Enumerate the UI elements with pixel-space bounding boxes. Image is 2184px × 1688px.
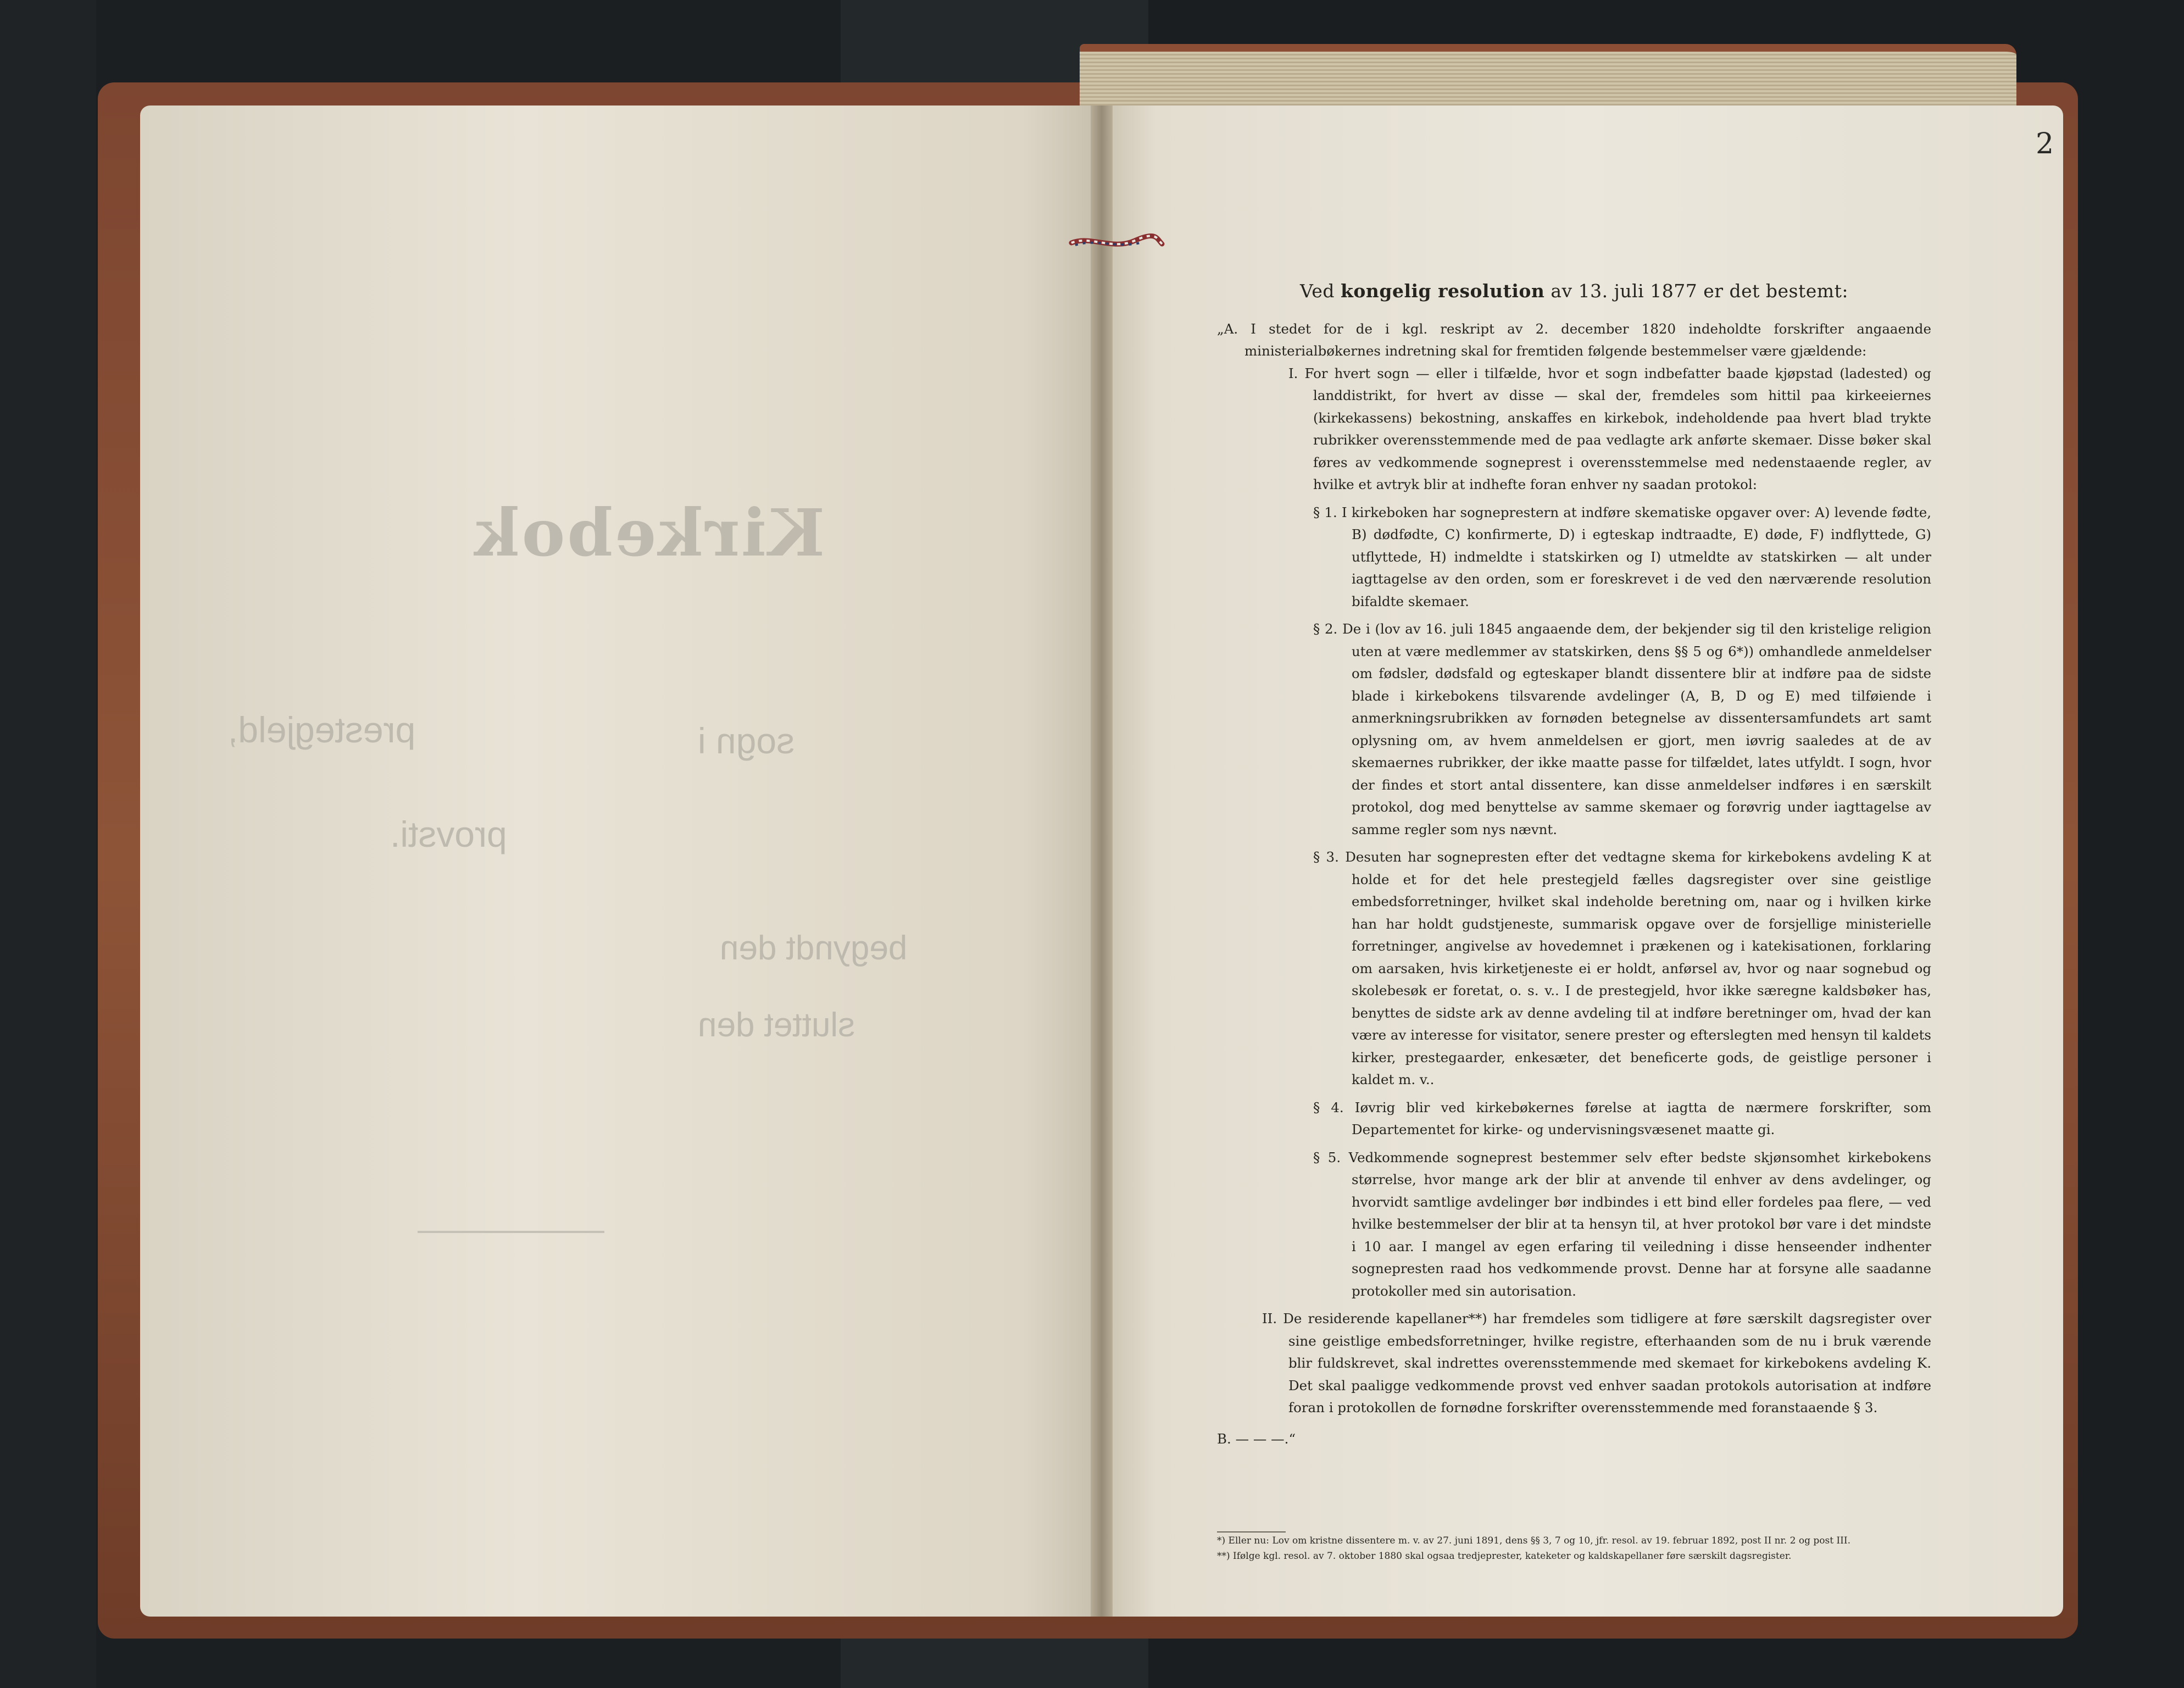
section-1: § 1. I kirkeboken har sogneprestern at indføre skematiske opgaver over: A) levende fødte, B) dødfødte, C) konfirmerte, D) i egteskap indtraadte, E) døde, F) indflyttede, G) utflyttede, H) indmeldte i statskirken og I) utmeldte av statskirken — alt under iagttagelse av den orden, som er foreskrevet i de ved den nærværende resolution bifaldte skemaer. xyxy=(1313,504,1931,609)
resolution-heading xyxy=(1217,280,1931,303)
binding-thread-icon xyxy=(1069,231,1165,253)
bleed-through-title: Kirkebok xyxy=(473,495,825,571)
footnote-1: *) Eller nu: Lov om kristne dissentere m. v. av 27. juni 1891, dens §§ 3, 7 og 10, jfr. resol. av 19. februar 1892, post II nr. 2 og post III. xyxy=(1217,1535,1850,1546)
bleed-through-rule xyxy=(418,1231,604,1233)
heading-prefix: Ved xyxy=(1300,280,1335,302)
bleed-through-provsti: provsti. xyxy=(390,814,507,854)
footnote-divider xyxy=(1217,1531,1286,1532)
heading-bold: kongelig resolution xyxy=(1341,280,1545,302)
bleed-through-sogn: sogn i xyxy=(698,720,795,761)
footnote-2: **) Ifølge kgl. resol. av 7. oktober 1880 skal ogsaa tredjeprester, kateketer og kaldskapellaner føre særskilt dagsregister. xyxy=(1217,1551,1792,1562)
paragraph-ii: II. De residerende kapellaner**) har fremdeles som tidligere at føre særskilt dagsregister over sine geistlige embedsforretninger, hvilke registre, efterhaanden som de nu i bruk værende blir fuldskrevet, skal indrettes overensstemmende med skemaet for kirkebokens avdeling K. Det skal paaligge vedkommende provst ved enhver saadan protokols autorisation at indføre foran i protokollen de fornødne forskrifter overensstemmende med foranstaaende § 3. xyxy=(1262,1311,1931,1415)
paragraph-i: I. For hvert sogn — eller i tilfælde, hvor et sogn indbefatter baade kjøpstad (ladested) og landdistrikt, for hvert av disse — skal der, fremdeles som hittil paa kirkeeiernes (kirkekassens) bekostning, anskaffes en kirkebok, indeholdende paa hvert blad trykte rubrikker overensstemmende med de paa vedlagte ark anførte skemaer. Disse bøker skal føres av vedkommende sogneprest i overensstemmelse med nedenstaaende regler, av hvilke et avtryk blir at indhefte foran enhver ny saadan protokol: xyxy=(1288,365,1931,492)
book-gutter xyxy=(1091,106,1113,1617)
footnotes xyxy=(1217,1533,1931,1564)
heading-suffix: av 13. juli 1877 er det bestemt: xyxy=(1551,280,1848,302)
bleed-through-prestegjeld: prestegjeld, xyxy=(228,709,416,750)
section-5: § 5. Vedkommende sogneprest bestemmer selv efter bedste skjønsomhet kirkebokens størrelse, hvor mange ark der blir at anvende til enhver av dens avdelinger, og hvorvidt samtlige avdelinger bør indbindes i ett bind eller fordeles paa flere, — ved hvilke bestemmelser der blir at ta hensyn til, at hver protokol bør vare i det mindste i 10 aar. I mangel av egen erfaring til veiledning i disse henseender indhenter sognepresten raad hos vedkommende provst. Denne har at forsyne alle saadanne protokoller med sin autorisation. xyxy=(1313,1149,1931,1299)
page-number: 2 xyxy=(2036,127,2054,160)
section-4: § 4. Iøvrig blir ved kirkebøkernes førelse at iagtta de nærmere forskrifter, som Departementet for kirke- og undervisningsvæsenet maatte gi. xyxy=(1313,1099,1931,1137)
section-2: § 2. De i (lov av 16. juli 1845 angaaende dem, der bekjender sig til den kristelige religion uten at være medlemmer av statskirken, dens §§ 5 og 6*)) omhandlede anmeldelser om fødsler, dødsfald og egteskaper blandt dissentere blir at indføre paa de sidste blade i kirkebokens tilsvarende avdelinger (A, B, D og E) med tilføiende i anmerkningsrubrikken av fornøden betegnelse av dissentersamfundets art samt oplysning om, av hvem anmeldelsen er gjort, men iøvrig saaledes at de av skemaernes rubrikker, der ikke maatte passe for tilfældet, lates utfyldt. I sogn, hvor der findes et stort antal dissentere, kan disse anmeldelser indføres i en særskilt protokol, dog med benyttelse av samme skemaer og forøvrig under iagttagelse av samme regler som nys nævnt. xyxy=(1313,621,1931,837)
bleed-through-begyndt: begyndt den xyxy=(720,929,908,967)
bleed-through-sluttet: sluttet den xyxy=(698,1006,855,1044)
page-stack-edge xyxy=(1080,44,2016,115)
paragraph-a: „A. I stedet for de i kgl. reskript av 2. december 1820 indeholdte forskrifter angaaende ministerialbøkernes indretning skal for fremtiden følgende bestemmelser være gjældende: xyxy=(1217,320,1931,359)
paragraph-b: B. — — —.“ xyxy=(1217,1430,1296,1447)
left-page xyxy=(140,106,1099,1617)
background-cloth-left xyxy=(0,0,96,1688)
section-3: § 3. Desuten har sognepresten efter det vedtagne skema for kirkebokens avdeling K at holde et for det hele prestegjeld fælles dagsregister over sine geistlige embedsforretninger, hvilket skal indeholde beretning om, naar og i hvilken kirke han har holdt gudstjeneste, summarisk opgave over de forsjellige ministerielle forretninger, angivelse av hovedemnet i prækenen og i katekisationen, forklaring om aarsaken, hvis kirketjeneste ei er holdt, anførsel av, hvor og naar sognebud og skolebesøk er foretat, o. s. v.. I de prestegjeld, hvor ikke særegne kaldsbøker has, benyttes de sidste ark av denne avdeling til at indføre beretninger om, hvad der kan være av interesse for visitator, senere prester og efterslegten med hensyn til kaldets kirker, prestegaarder, enkesæter, det beneficerte gods, de geistlige personer i kaldet m. v.. xyxy=(1313,849,1931,1087)
document-body xyxy=(1217,280,1931,1450)
